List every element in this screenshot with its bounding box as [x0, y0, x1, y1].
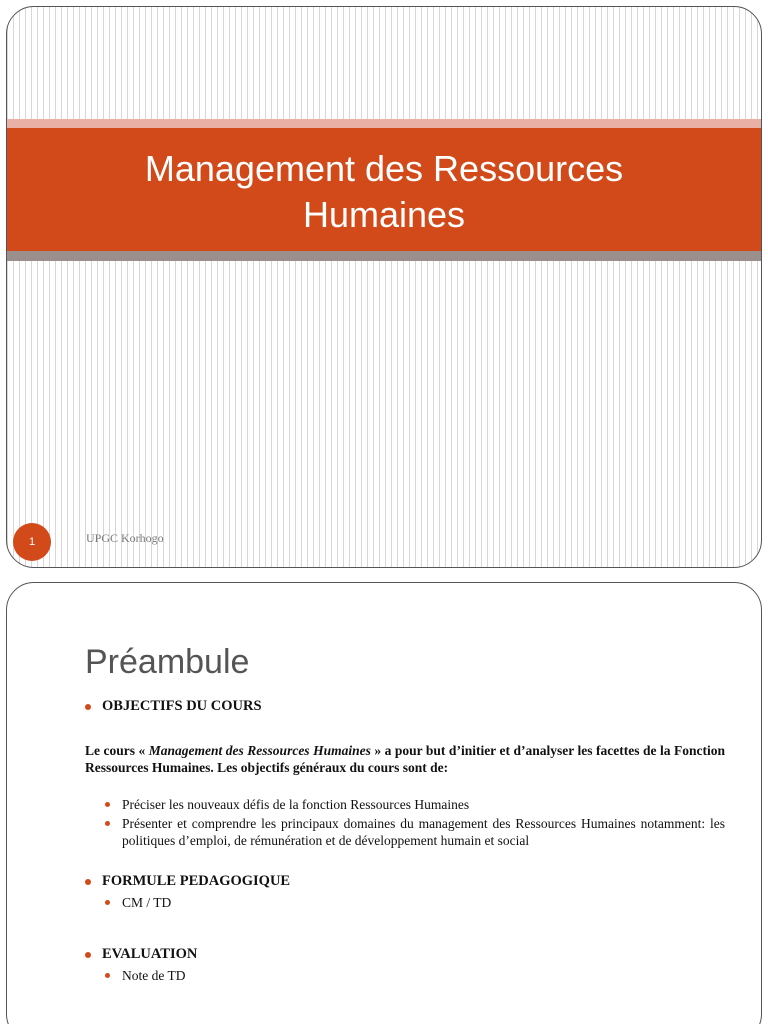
preamble-slide	[6, 582, 762, 1024]
list-item	[105, 815, 725, 849]
evaluation-heading-row	[85, 946, 725, 963]
bullet-dot-icon	[85, 879, 91, 885]
evaluation-item: Note de TD	[122, 968, 186, 983]
objectives-list	[105, 796, 725, 849]
objectives-heading: OBJECTIFS DU COURS	[102, 698, 262, 714]
pedagogy-heading-row	[85, 873, 725, 890]
intro-before: Le cours «	[85, 743, 149, 758]
bullet-dot-icon	[105, 900, 110, 905]
title-top-strip	[7, 119, 761, 128]
evaluation-heading: EVALUATION	[102, 946, 198, 962]
bullet-dot-icon	[105, 802, 110, 807]
list-item	[105, 894, 725, 911]
intro-paragraph	[85, 742, 725, 776]
title-slide	[6, 6, 762, 568]
intro-after: » a pour but d’initier et d’analyser les facettes de la Fonction Ressources Humaines. Les objectifs généraux du cours sont de:	[85, 743, 725, 775]
course-name: Management des Ressources Humaines	[148, 743, 371, 758]
slide-footer: UPGC Korhogo	[86, 531, 164, 545]
preamble-title: Préambule	[85, 643, 250, 681]
bullet-dot-icon	[105, 821, 110, 826]
title-band	[7, 128, 761, 251]
list-item	[105, 967, 725, 984]
bullet-dot-icon	[105, 973, 110, 978]
slide-title: Management des Ressources Humaines	[144, 147, 624, 235]
pedagogy-heading: FORMULE PEDAGOGIQUE	[102, 873, 291, 889]
preamble-body	[85, 698, 725, 986]
title-bottom-strip	[7, 251, 761, 261]
page-number-badge: 1	[13, 523, 51, 561]
bullet-dot-icon	[85, 704, 91, 710]
bullet-dot-icon	[85, 952, 91, 958]
objective-text: Présenter et comprendre les principaux domaines du management des Ressources Humaines notamment: les politiques d’emploi, de rémunération et de développement humain et social	[122, 816, 725, 848]
list-item	[105, 796, 725, 813]
pedagogy-item: CM / TD	[122, 895, 172, 910]
objective-text: Préciser les nouveaux défis de la fonction Ressources Humaines	[122, 797, 470, 812]
objectives-heading-row	[85, 698, 725, 715]
